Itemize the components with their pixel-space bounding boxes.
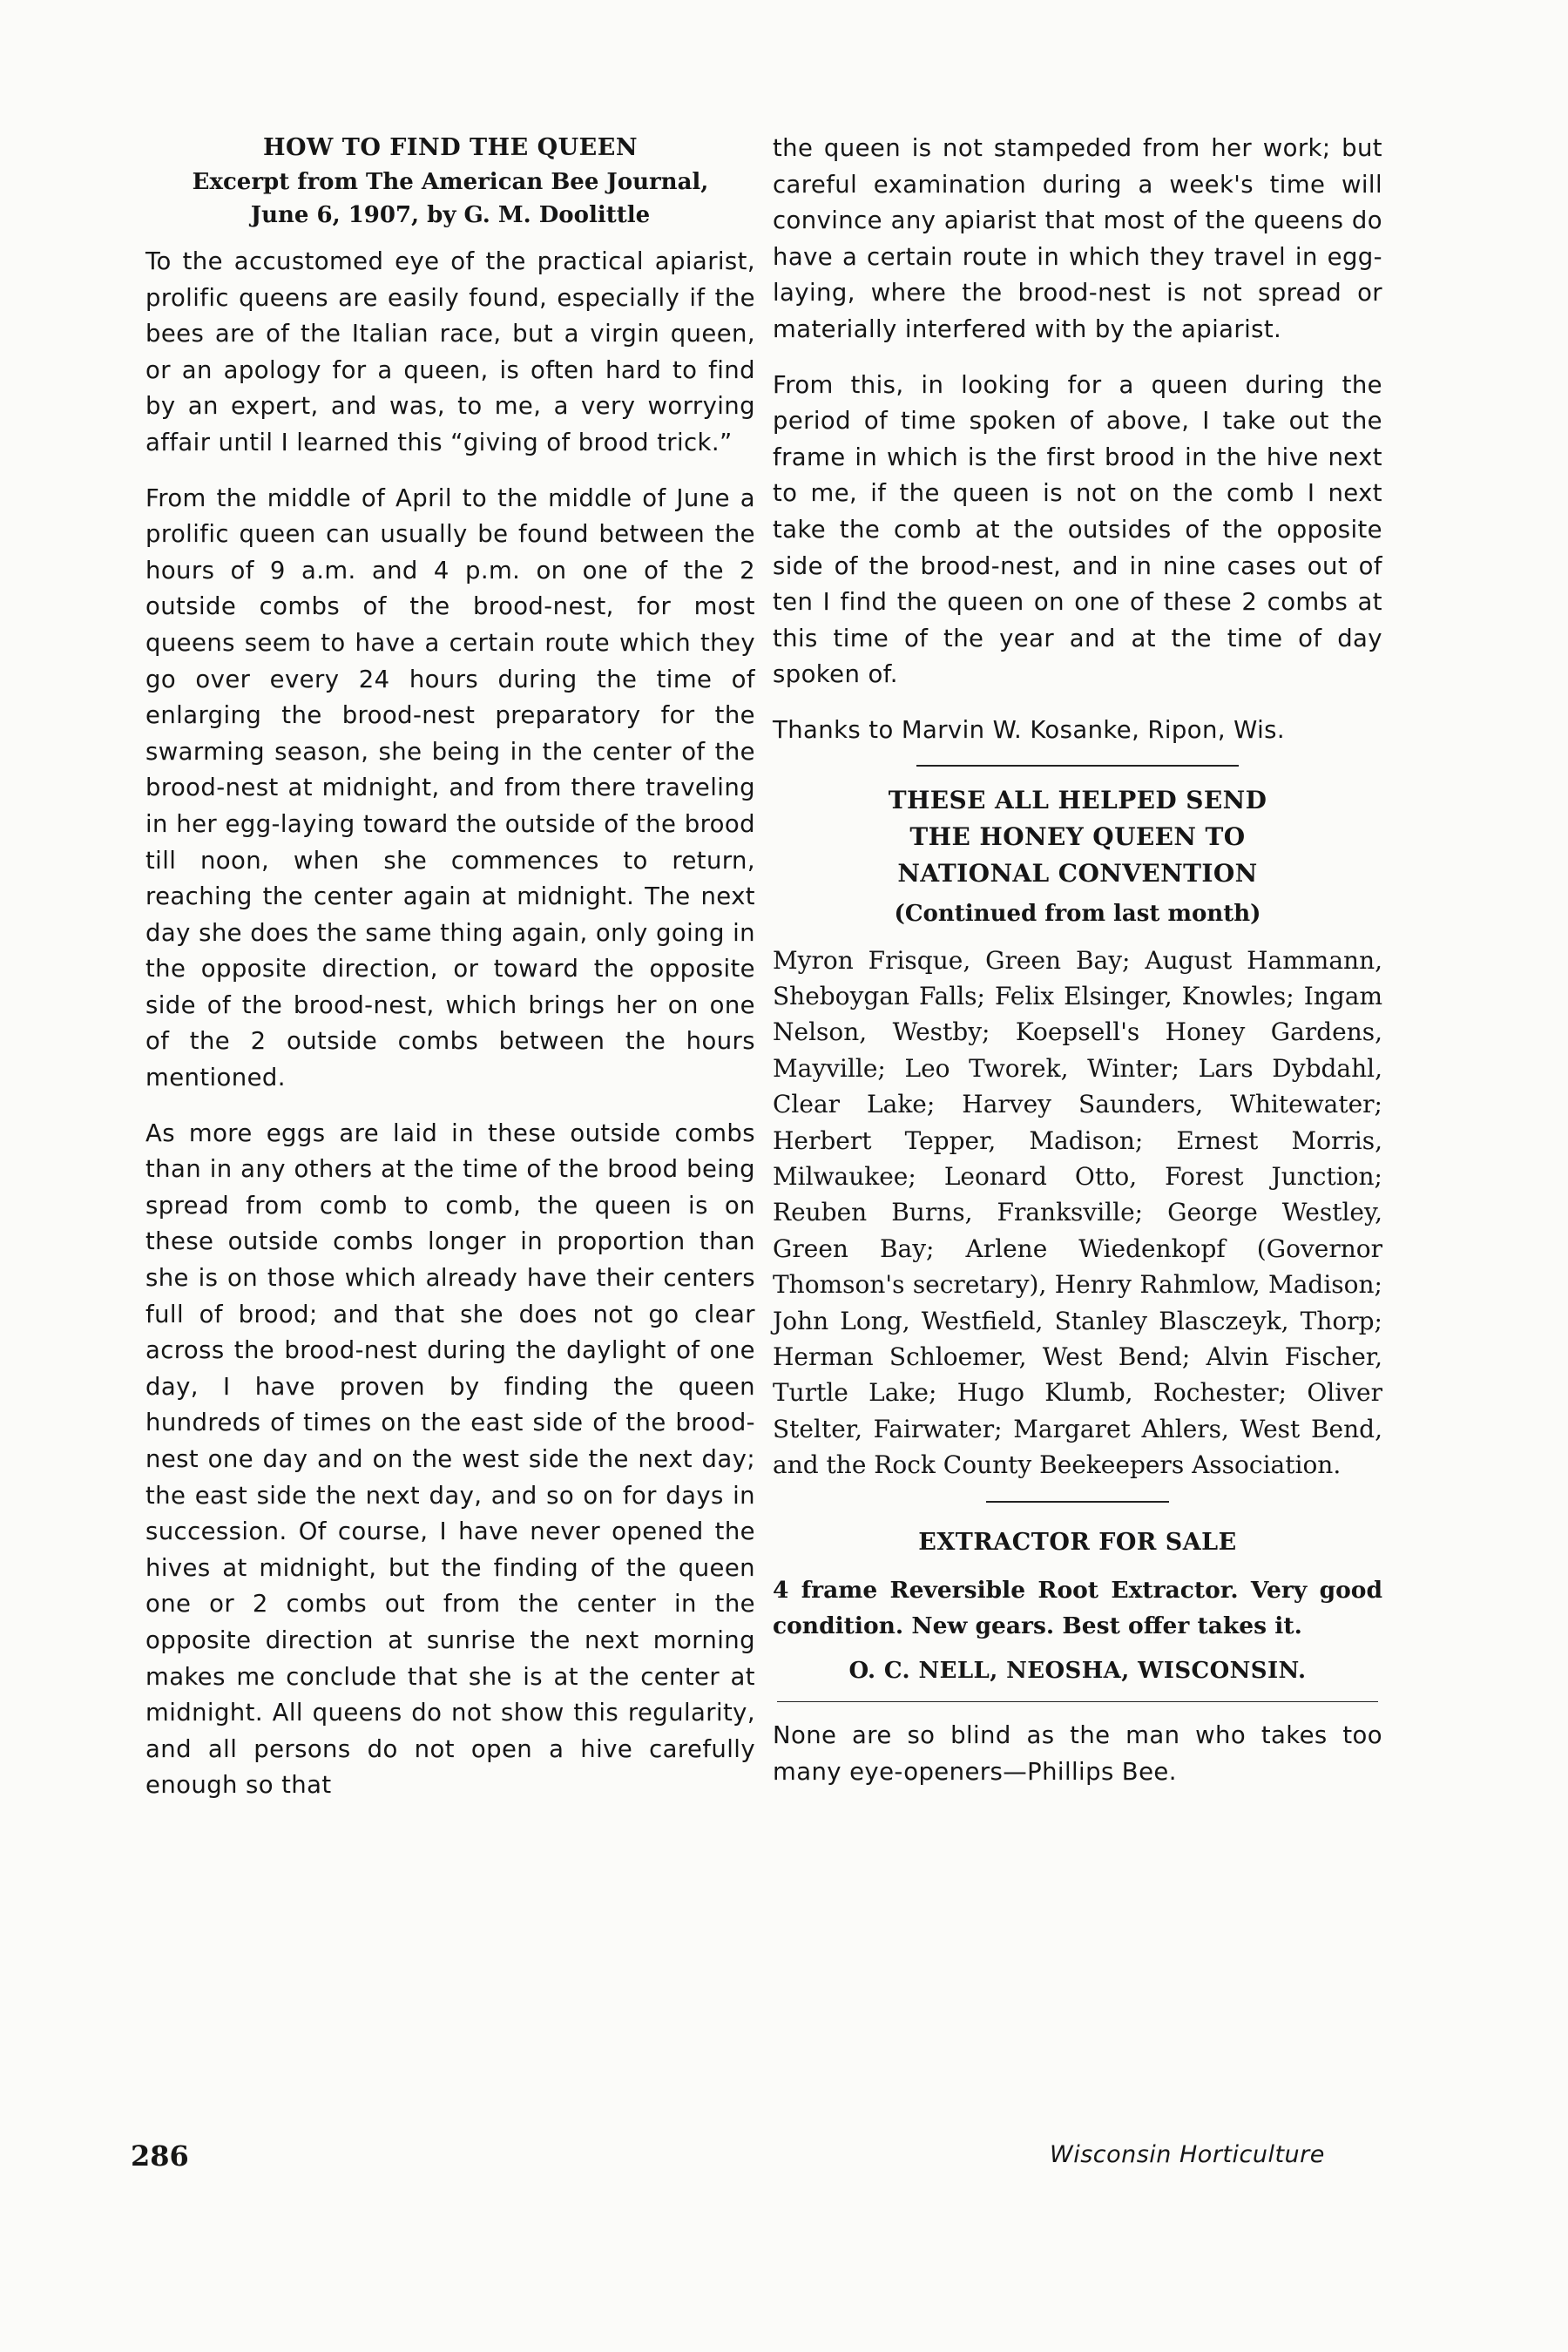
ad-title: EXTRACTOR FOR SALE bbox=[918, 1528, 1237, 1556]
article-continued-2: From this, in looking for a queen during the period of time spoken of above, I take out the frame in which is the first brood in the hive next to me, if the queen is not on the comb I next take the comb at the outsides of the opposite side of the brood-nest, and in nine cases out of ten I find the queen on one of these 2 combs at this time of the year and at the time of day spoken of. bbox=[773, 370, 1382, 689]
convention-names: Myron Frisque, Green Bay; August Hammann, Sheboygan Falls; Felix Elsinger, Knowles; Ingam Nelson, Westby; Koepsell's Honey Gardens, Mayville; Leo Tworek, Winter; Lars Dybdahl, Clear Lake; Harvey Saunders, Whitewater; Herbert Tepper, Madison; Ernest Morris, Milwaukee; Leonard Otto, Forest Junction; Reuben Burns, Franksville; George Westley, Green Bay; Arlene Wiedenkopf (Governor Thomson's secretary), Henry Rahmlow, Madison; John Long, Westfield, Stanley Blasczeyk, Thorp; Herman Schloemer, West Bend; Alvin Fischer, Turtle Lake; Hugo Klumb, Rochester; Oliver Stelter, Fairwater; Margaret Ahlers, West Bend, and the Rock County Beekeepers Association. bbox=[773, 945, 1382, 1480]
page-number: 286 bbox=[131, 2139, 189, 2173]
article-continued-1: the queen is not stampeded from her work; but careful examination during a week's time will convince any apiarist that most of the queens do have a certain route in which they travel in egg-laying, where the brood-nest is not spread or materially interfered with by the apiarist. bbox=[773, 134, 1382, 343]
publication-title: Wisconsin Horticulture bbox=[1050, 2141, 1325, 2168]
section-divider bbox=[986, 1501, 1169, 1503]
ad-body: 4 frame Reversible Root Extractor. Very good condition. New gears. Best offer takes it. bbox=[773, 1576, 1382, 1639]
article-source-line1: Excerpt from The American Bee Journal, bbox=[192, 169, 709, 195]
article-paragraph-2: From the middle of April to the middle of June a prolific queen can usually be found between the hours of 9 a.m. and 4 p.m. on one of the 2 outside combs of the brood-nest, for most queens seem to have a certain route which they go over every 24 hours during the time of enlarging the brood-nest preparatory for the swarming season, she being in the center of the brood-nest at midnight, and from there traveling in her egg-laying toward the outside of the brood till noon, when she commences to return, reaching the center again at midnight. The next day she does the same thing again, only going in the opposite direction, or toward the opposite side of the brood-nest, which brings her on one of the 2 outside combs between the hours mentioned. bbox=[145, 483, 755, 1092]
quote: None are so blind as the man who takes too many eye-openers—Phillips Bee. bbox=[773, 1721, 1382, 1786]
right-column bbox=[773, 131, 1382, 1809]
article-source-line2: June 6, 1907, by G. M. Doolittle bbox=[250, 202, 651, 228]
convention-title-line3: NATIONAL CONVENTION bbox=[897, 858, 1258, 888]
article-title: HOW TO FIND THE QUEEN bbox=[262, 134, 639, 161]
convention-subtitle: (Continued from last month) bbox=[894, 900, 1261, 927]
article-paragraph-1: To the accustomed eye of the practical apiarist, prolific queens are easily found, especially if the bees are of the Italian race, but a virgin queen, or an apology for a queen, is often hard to find by an expert, and was, to me, a very worrying affair until I learned this “giving of brood trick.” bbox=[145, 247, 755, 456]
convention-title bbox=[773, 782, 1382, 892]
convention-title-line2: THE HONEY QUEEN TO bbox=[909, 821, 1246, 851]
article-credit: Thanks to Marvin W. Kosanke, Ripon, Wis. bbox=[773, 715, 1286, 744]
left-column bbox=[145, 131, 755, 1823]
section-divider bbox=[916, 765, 1239, 767]
section-divider bbox=[777, 1701, 1378, 1703]
ad-contact: O. C. NELL, NEOSHA, WISCONSIN. bbox=[848, 1657, 1307, 1684]
article-paragraph-3: As more eggs are laid in these outside combs than in any others at the time of the brood being spread from comb to comb, the queen is on these outside combs longer in proportion than she is on those which already have their centers full of brood; and that she does not go clear across the brood-nest during the daylight of one day, I have proven by finding the queen hundreds of times on the east side of the brood-nest one day and on the west side the next day; the east side the next day, and so on for days in succession. Of course, I have never opened the hives at midnight, but the finding of the queen one or 2 combs out from the center in the opposite direction at sunrise the next morning makes me conclude that she is at the center at midnight. All queens do not show this regularity, and all persons do not open a hive carefully enough so that bbox=[145, 1119, 755, 1800]
convention-title-line1: THESE ALL HELPED SEND bbox=[888, 785, 1267, 814]
article-source bbox=[145, 166, 755, 232]
